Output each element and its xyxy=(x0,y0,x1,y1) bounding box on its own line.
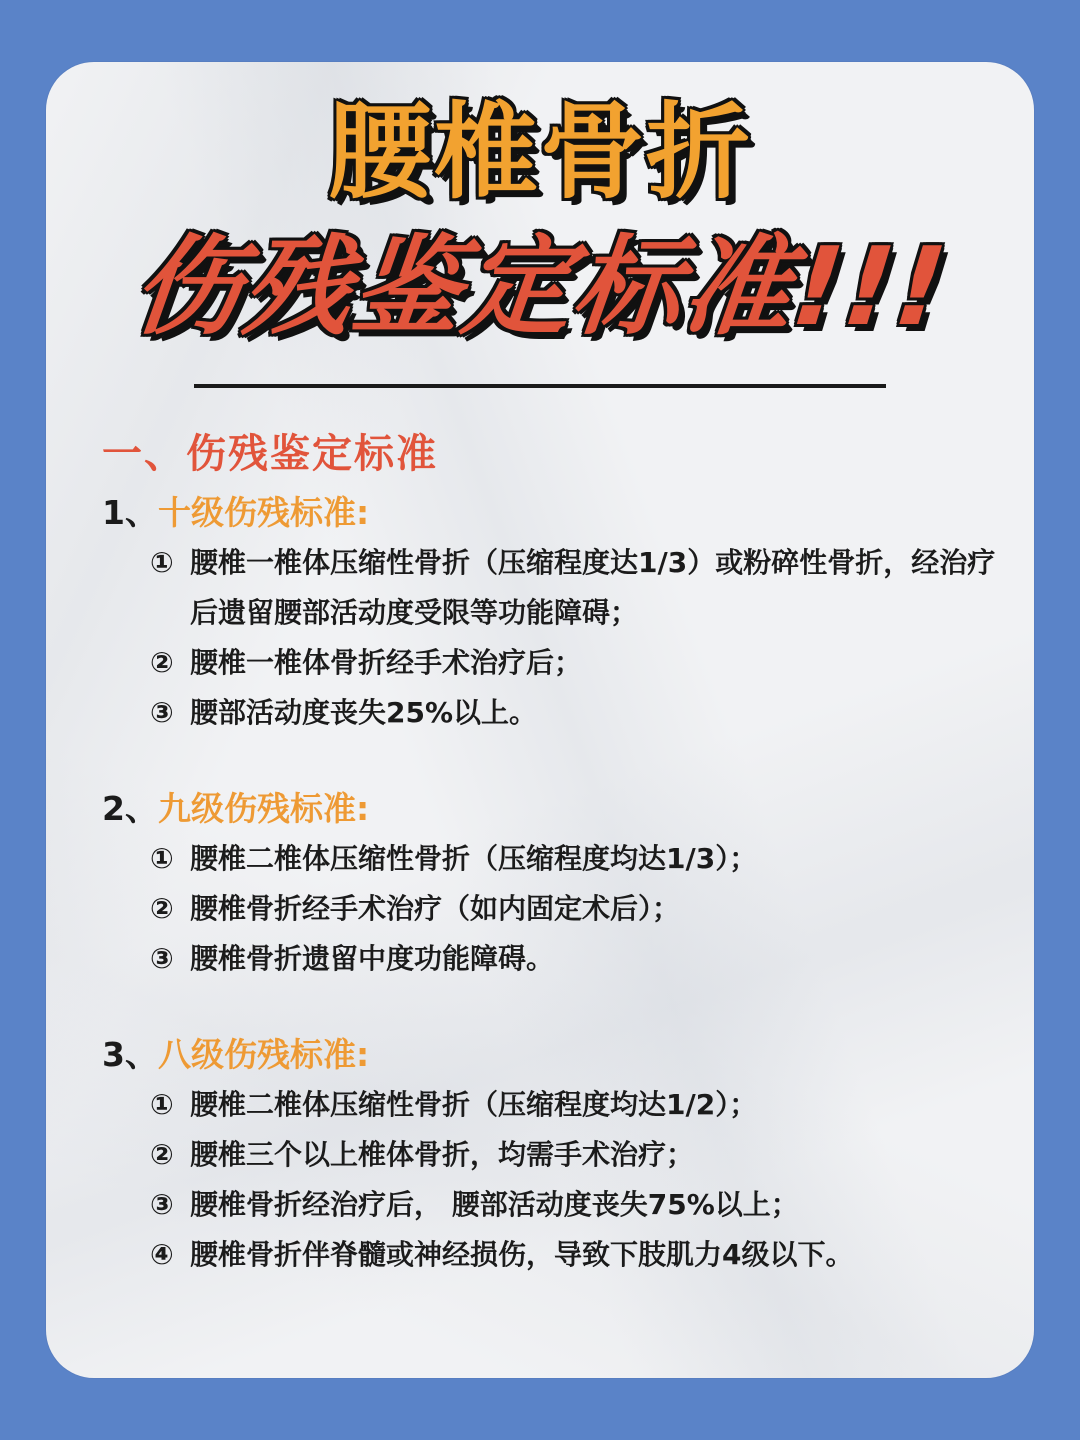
grade-8-group xyxy=(102,1028,1002,1280)
list-item xyxy=(102,1080,1002,1130)
grade-10-label: 十级伤残标准: xyxy=(157,492,370,532)
item-marker: ④ xyxy=(150,1238,174,1271)
grade-8-list xyxy=(102,1080,1002,1280)
grade-9-number: 2、 xyxy=(102,788,158,828)
list-item xyxy=(102,1180,1002,1230)
item-text: 腰椎一椎体压缩性骨折（压缩程度达1/3）或粉碎性骨折，经治疗后遗留腰部活动度受限等功能障碍； xyxy=(190,546,996,629)
item-text: 腰椎骨折经治疗后， 腰部活动度丧失75%以上； xyxy=(190,1188,799,1221)
grade-8-heading xyxy=(102,1028,1002,1080)
list-item xyxy=(102,1130,1002,1180)
content-card xyxy=(46,62,1034,1378)
list-item xyxy=(102,1230,1002,1280)
item-marker: ① xyxy=(150,546,174,579)
standards-content xyxy=(102,431,1002,1280)
list-item xyxy=(102,538,1002,638)
list-item xyxy=(102,934,1002,984)
grade-8-number: 3、 xyxy=(102,1034,158,1074)
item-marker: ① xyxy=(150,1088,174,1121)
list-item xyxy=(102,688,1002,738)
title-line-1: 腰椎骨折 xyxy=(327,91,752,213)
item-marker: ② xyxy=(150,1138,174,1171)
item-marker: ② xyxy=(150,646,174,679)
item-text: 腰椎骨折伴脊髓或神经损伤，导致下肢肌力4级以下。 xyxy=(190,1238,854,1271)
item-text: 腰椎二椎体压缩性骨折（压缩程度均达1/2）； xyxy=(190,1088,758,1121)
item-marker: ③ xyxy=(150,1188,174,1221)
grade-9-group xyxy=(102,782,1002,984)
list-item xyxy=(102,884,1002,934)
list-item xyxy=(102,638,1002,688)
grade-10-number: 1、 xyxy=(102,492,158,532)
grade-10-heading xyxy=(102,486,1002,538)
title-divider xyxy=(194,384,886,388)
item-text: 腰椎骨折经手术治疗（如内固定术后）； xyxy=(190,892,681,925)
item-text: 腰椎三个以上椎体骨折，均需手术治疗； xyxy=(190,1138,695,1171)
item-marker: ① xyxy=(150,842,174,875)
item-text: 腰椎骨折遗留中度功能障碍。 xyxy=(190,942,555,975)
item-marker: ③ xyxy=(150,942,174,975)
item-marker: ③ xyxy=(150,696,174,729)
item-marker: ② xyxy=(150,892,174,925)
grade-9-label: 九级伤残标准: xyxy=(157,788,370,828)
item-text: 腰椎二椎体压缩性骨折（压缩程度均达1/3）； xyxy=(190,842,758,875)
list-item xyxy=(102,834,1002,884)
grade-9-heading xyxy=(102,782,1002,834)
grade-9-list xyxy=(102,834,1002,984)
section-title: 一、伤残鉴定标准 xyxy=(102,431,438,477)
grade-10-group xyxy=(102,486,1002,738)
item-text: 腰椎一椎体骨折经手术治疗后； xyxy=(190,646,583,679)
grade-8-label: 八级伤残标准: xyxy=(157,1034,370,1074)
grade-10-list xyxy=(102,538,1002,738)
title-line-2: 伤残鉴定标准!!! xyxy=(126,225,954,350)
item-text: 腰部活动度丧失25%以上。 xyxy=(190,696,538,729)
